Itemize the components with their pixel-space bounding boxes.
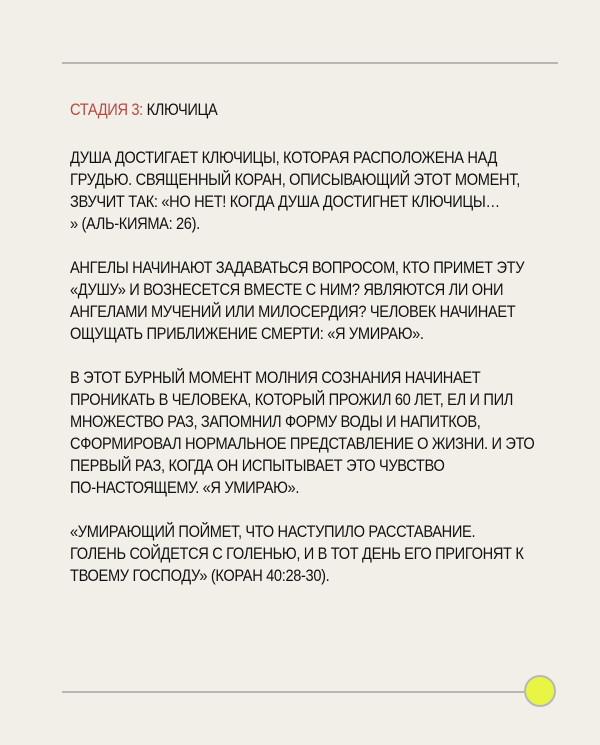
paragraph-line: ТВОЕМУ ГОСПОДУ» (КОРАН 40:28-30). — [70, 566, 330, 585]
paragraph-2 — [70, 257, 540, 345]
paragraph-line: В ЭТОТ БУРНЫЙ МОМЕНТ МОЛНИЯ СОЗНАНИЯ НАЧИНАЕТ — [70, 368, 481, 387]
stage-heading — [70, 98, 474, 122]
paragraph-line: АНГЕЛАМИ МУЧЕНИЙ ИЛИ МИЛОСЕРДИЯ? ЧЕЛОВЕК НАЧИНАЕТ — [70, 302, 516, 321]
paragraph-line: СФОРМИРОВАЛ НОРМАЛЬНОЕ ПРЕДСТАВЛЕНИЕ О ЖИЗНИ. И ЭТО — [70, 434, 535, 453]
paragraph-4 — [70, 521, 540, 587]
bottom-divider — [62, 691, 524, 693]
paragraph-line: ГРУДЬЮ. СВЯЩЕННЫЙ КОРАН, ОПИСЫВАЮЩИЙ ЭТОТ МОМЕНТ, — [70, 170, 520, 189]
paragraph-line: АНГЕЛЫ НАЧИНАЮТ ЗАДАВАТЬСЯ ВОПРОСОМ, КТО ПРИМЕТ ЭТУ — [70, 258, 525, 277]
paragraph-line: ПЕРВЫЙ РАЗ, КОГДА ОН ИСПЫТЫВАЕТ ЭТО ЧУВСТВО — [70, 456, 445, 475]
paragraph-1 — [70, 147, 540, 235]
paragraph-3 — [70, 367, 540, 499]
article-content — [70, 98, 540, 609]
paragraph-line: ДУША ДОСТИГАЕТ КЛЮЧИЦЫ, КОТОРАЯ РАСПОЛОЖЕНА НАД — [70, 148, 498, 167]
paragraph-line: ПРОНИКАТЬ В ЧЕЛОВЕКА, КОТОРЫЙ ПРОЖИЛ 60 ЛЕТ, ЕЛ И ПИЛ — [70, 390, 514, 409]
paragraph-line: » (АЛЬ-КИЯМА: 26). — [70, 214, 200, 233]
paragraph-line: ОЩУЩАТЬ ПРИБЛИЖЕНИЕ СМЕРТИ: «Я УМИРАЮ». — [70, 324, 424, 343]
paragraph-line: ГОЛЕНЬ СОЙДЕТСЯ С ГОЛЕНЬЮ, И В ТОТ ДЕНЬ ЕГО ПРИГОНЯТ К — [70, 544, 524, 563]
decorative-dot — [524, 675, 556, 707]
paragraph-line: «ДУШУ» И ВОЗНЕСЕТСЯ ВМЕСТЕ С НИМ? ЯВЛЯЮТСЯ ЛИ ОНИ — [70, 280, 504, 299]
top-divider — [62, 62, 558, 64]
paragraph-line: МНОЖЕСТВО РАЗ, ЗАПОМНИЛ ФОРМУ ВОДЫ И НАПИТКОВ, — [70, 412, 481, 431]
stage-title: КЛЮЧИЦА — [146, 100, 218, 119]
stage-number: СТАДИЯ 3: — [70, 100, 143, 119]
paragraph-line: ПО-НАСТОЯЩЕМУ. «Я УМИРАЮ». — [70, 478, 300, 497]
paragraph-line: «УМИРАЮЩИЙ ПОЙМЕТ, ЧТО НАСТУПИЛО РАССТАВАНИЕ. — [70, 522, 476, 541]
paragraph-line: ЗВУЧИТ ТАК: «НО НЕТ! КОГДА ДУША ДОСТИГНЕТ КЛЮЧИЦЫ… — [70, 192, 500, 211]
